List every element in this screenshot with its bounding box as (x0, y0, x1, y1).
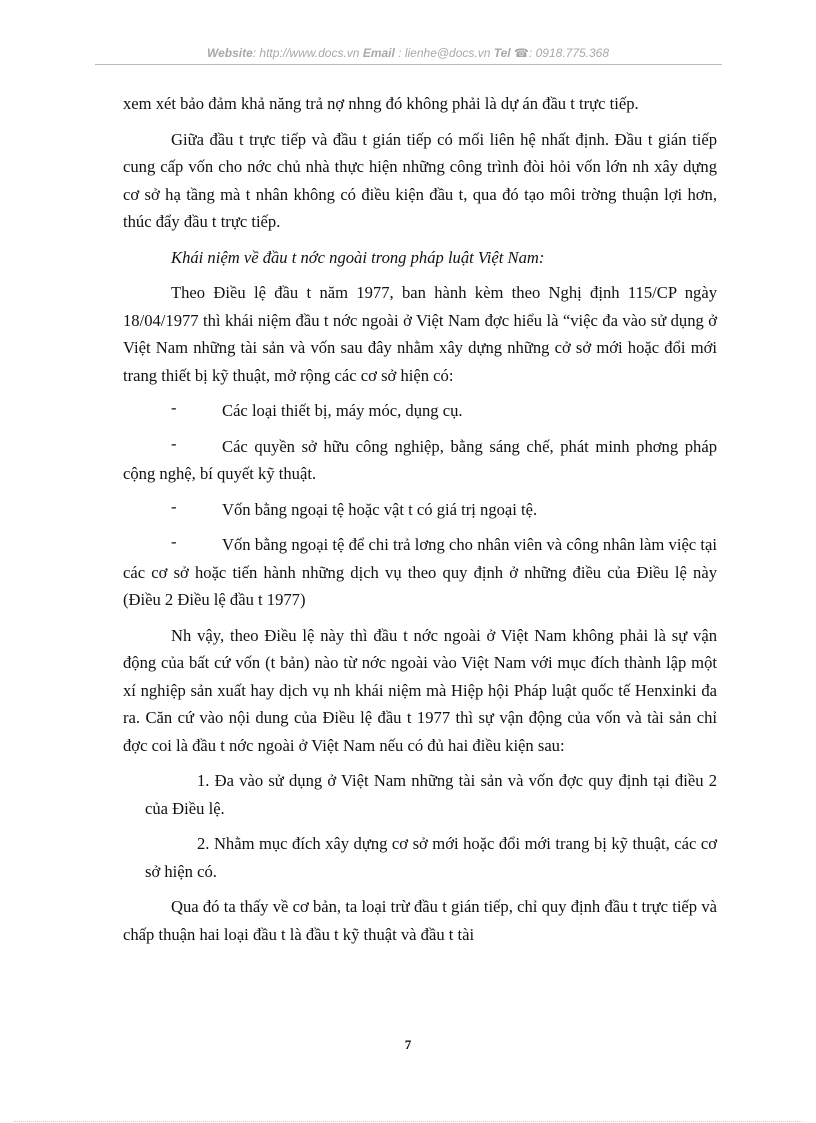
website-link[interactable]: : http://www.docs.vn (252, 46, 360, 60)
tel-label: Tel (493, 46, 511, 60)
bullet-item (123, 496, 717, 524)
page-bottom-border (14, 1121, 802, 1122)
phone-icon: ☎ (514, 46, 529, 60)
bullet-text: Các quyền sở hữu công nghiệp, bằng sáng chế, phát minh phơng pháp cộng nghệ, bí quyết kỹ thuật. (123, 436, 717, 483)
paragraph-continuation: xem xét bảo đảm khả năng trả nợ nhng đó không phải là dự án đầu t trực tiếp. (123, 94, 639, 113)
paragraph-charter-1977: Theo Điều lệ đầu t năm 1977, ban hành kèm theo Nghị định 115/CP ngày 18/04/1977 thì khái niệm đầu t nớc ngoài ở Việt Nam đợc hiểu là “việc đa vào sử dụng ở Việt Nam những tài sản và vốn sau đây nhằm xây dựng những cở sở mới hoặc đổi mới trang thiết bị kỹ thuật, mở rộng các cơ sở hiện có: (123, 283, 717, 385)
bullet-item (123, 397, 717, 425)
email-label: Email (362, 46, 395, 60)
page-number: 7 (404, 1037, 412, 1052)
tel-value: : 0918.775.368 (528, 46, 610, 60)
bullet-dash: - (171, 532, 177, 551)
bullet-text: Vốn bằng ngoại tệ để chi trả lơng cho nhân viên và công nhân làm việc tại các cơ sở hoặc tiến hành những dịch vụ theo quy định ở những điều của Điều lệ này (Điều 2 Điều lệ đầu t 1977) (123, 535, 717, 609)
website-label: Website (206, 46, 253, 60)
bullet-dash: - (171, 496, 177, 516)
bullet-item (123, 433, 717, 488)
bullet-text: Các loại thiết bị, máy móc, dụng cụ. (222, 401, 463, 420)
page-header (0, 46, 816, 60)
paragraph-direct-indirect: Giữa đầu t trực tiếp và đầu t gián tiếp có mối liên hệ nhất định. Đầu t gián tiếp cung cấp vốn cho nớc chủ nhà thực hiện những công trình đòi hỏi vốn lớn nh xây dựng cơ sở hạ tầng mà t nhân không có điều kiện đầu t, qua đó tạo môi trờng thuận lợi hơn, thúc đẩy đầu t trực tiếp. (123, 129, 717, 231)
email-link[interactable]: : lienhe@docs.vn (398, 46, 491, 60)
bullet-dash: - (171, 433, 177, 453)
paragraph-final: Qua đó ta thấy về cơ bản, ta loại trừ đầu t gián tiếp, chỉ quy định đầu t trực tiếp và chấp thuận hai loại đầu t là đầu t kỹ thuật và đầu t tài (123, 897, 717, 944)
numbered-item-2: 2. Nhằm mục đích xây dựng cơ sở mới hoặc đổi mới trang bị kỹ thuật, các cơ sở hiện có. (145, 834, 717, 881)
header-divider (95, 64, 722, 65)
paragraph-conclusion: Nh vậy, theo Điều lệ này thì đầu t nớc ngoài ở Việt Nam không phải là sự vận động của bất cứ vốn (t bản) nào từ nớc ngoài vào Việt Nam với mục đích thành lập một xí nghiệp sản xuất hay dịch vụ nh khái niệm mà Hiệp hội Pháp luật quốc tế Henxinki đa ra. Căn cứ vào nội dung của Điều lệ đầu t 1977 thì sự vận động của vốn và tài sản chỉ đợc coi là đầu t nớc ngoài ở Việt Nam nếu có đủ hai điều kiện sau: (123, 625, 717, 755)
numbered-item-1: 1. Đa vào sử dụng ở Việt Nam những tài sản và vốn đợc quy định tại điều 2 của Điều lệ. (145, 771, 717, 818)
bullet-text: Vốn bằng ngoại tệ hoặc vật t có giá trị ngoại tệ. (222, 499, 538, 519)
bullet-item (123, 531, 717, 614)
section-heading: Khái niệm về đầu t nớc ngoài trong pháp luật Việt Nam: (171, 247, 545, 267)
bullet-dash: - (171, 398, 177, 417)
document-body (123, 90, 717, 956)
